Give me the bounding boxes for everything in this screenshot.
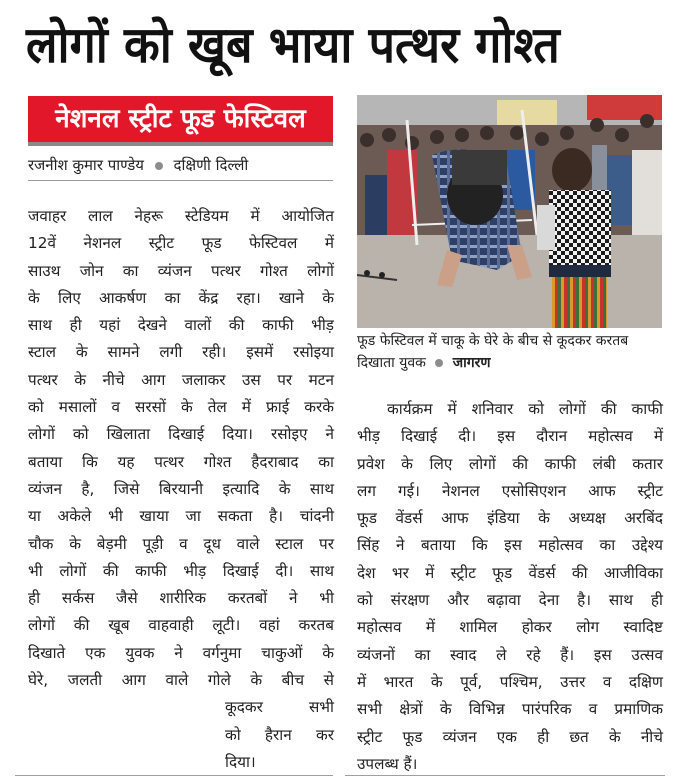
body-line: स्ट्रीट फूड व्यंजन एक ही छत के नीचे — [357, 727, 663, 746]
headline: लोगों को खूब भाया पत्थर गोश्त — [26, 16, 560, 74]
body-line: ही सर्कस जैसे शारीरिक करतबों ने भी — [28, 589, 334, 608]
body-line: भीड़ दिखाई दी। इस दौरान महोत्सव में — [357, 427, 663, 446]
author-name: रजनीश कुमार पाण्डेय — [28, 156, 144, 174]
body-line: साथ ही यहां देखने वालों की काफी भीड़ — [28, 316, 334, 335]
body-line: दिखाते एक युवक ने वर्गनुमा चाकुओं के — [28, 643, 334, 662]
caption-text: फूड फेस्टिवल में चाकू के घेरे के बीच से कूदकर करतब दिखाता युवक — [357, 333, 629, 371]
body-line: लोगों की खूब वाहवाही लूटी। वहां करतब — [28, 616, 334, 635]
body-line: 12वें नेशनल स्ट्रीट फूड फेस्टिवल में — [28, 234, 334, 253]
body-line: सभी क्षेत्रों के विभिन्न पारंपरिक व प्रमाणिक — [357, 700, 663, 719]
section-banner: नेशनल स्ट्रीट फूड फेस्टिवल — [28, 96, 333, 142]
body-line: उपलब्ध हैं। — [357, 754, 418, 773]
body-line: में भारत के पूर्व, पश्चिम, उत्तर व दक्षिण — [357, 672, 663, 691]
photo-caption — [357, 330, 667, 374]
bullet-dot-icon — [155, 162, 163, 170]
body-line: कार्यक्रम में शनिवार को लोगों की काफी — [387, 400, 663, 418]
article-body-right-column — [357, 396, 663, 778]
body-line: लग गई। नेशनल एसोसिएशन आफ स्ट्रीट — [357, 481, 663, 500]
body-line: स्टाल के सामने लगी रही। इसमें रसोइया — [28, 343, 334, 362]
column-bottom-rule-left — [15, 775, 333, 776]
body-line: को संरक्षण और बढ़ावा देना है। साथ ही — [357, 591, 663, 610]
byline — [28, 150, 333, 181]
body-line: फूड वेंडर्स आफ इंडिया के अध्यक्ष अरबिंद — [357, 509, 663, 528]
body-line: व्यंजन है, जिसे बिरयानी इत्यादि के साथ — [28, 479, 334, 498]
body-line: कूदकर सभी — [225, 698, 334, 717]
body-line: दिया। — [225, 752, 256, 771]
body-line: जवाहर लाल नेहरू स्टेडियम में आयोजित — [28, 207, 334, 225]
article-body-left-column — [28, 203, 334, 776]
body-line: भी लोगों की काफी भीड़ दिखाई दी। साथ — [28, 561, 334, 580]
body-line: लोगों को खिलाता दिखाई दिया। रसोइए ने — [28, 425, 334, 444]
body-line: चौक के बेड़मी पूड़ी व दूध वाले स्टाल पर — [28, 534, 334, 553]
body-line: को हैरान कर — [225, 725, 334, 744]
body-line: व्यंजनों का स्वाद ले रहे हैं। इस उत्सव — [357, 645, 663, 664]
body-line: के लिए आकर्षण का केंद्र रहा। खाने के — [28, 288, 334, 307]
dateline-location: दक्षिणी दिल्ली — [173, 156, 249, 174]
body-line: घेरे, जलती आग वाले गोले के बीच से — [28, 671, 334, 690]
body-line: देश भर में स्ट्रीट फूड वेंडर्स की आजीविका — [357, 563, 663, 582]
body-line: महोत्सव में शामिल होकर लोग स्वादिष्ट — [357, 618, 663, 637]
photo-knife-ring-performer-image — [357, 95, 662, 328]
news-photo — [357, 95, 662, 328]
body-line: साउथ जोन का व्यंजन पत्थर गोश्त लोगों — [28, 261, 334, 280]
body-line: बताया कि यह पत्थर गोश्त हैदराबाद का — [28, 452, 334, 471]
body-line: या अकेले भी खाया जा सकता है। चांदनी — [28, 507, 334, 526]
body-line: पत्थर के नीचे आग जलाकर उस पर मटन — [28, 370, 334, 389]
column-bottom-rule-right — [345, 775, 665, 776]
body-line: सिंह ने बताया कि इस महोत्सव का उद्देश्य — [357, 536, 663, 555]
body-line: को मसालों व सरसों के तेल में फ्राई करके — [28, 398, 334, 417]
bullet-dot-icon — [435, 359, 443, 367]
photo-credit: जागरण — [452, 355, 491, 371]
body-line: प्रवेश के लिए लोगों की काफी लंबी कतार — [357, 454, 663, 473]
